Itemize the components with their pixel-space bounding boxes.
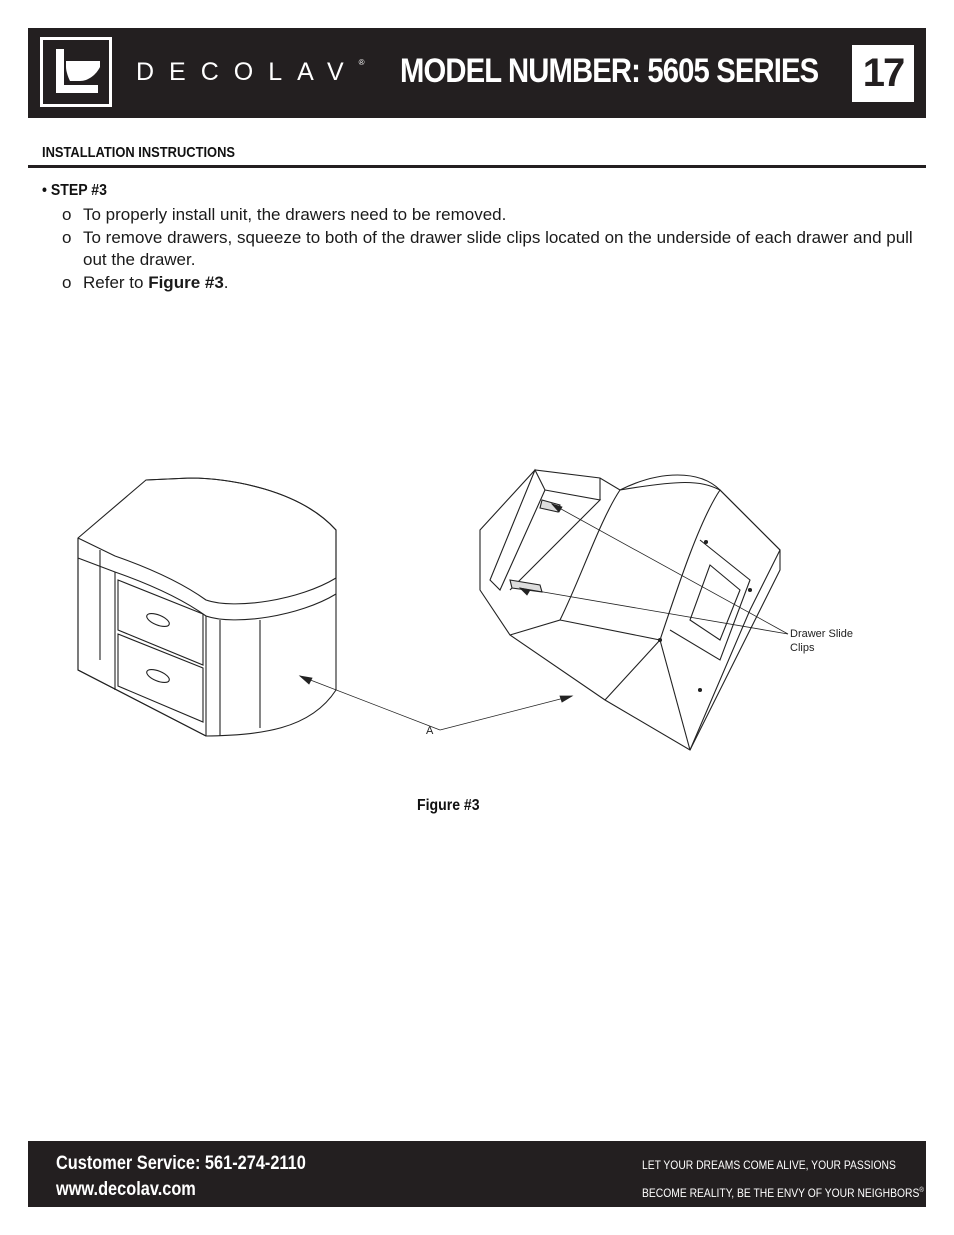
- section-title: INSTALLATION INSTRUCTIONS: [42, 144, 236, 161]
- model-title: MODEL NUMBER: 5605 SERIES: [400, 52, 819, 90]
- label-drawer-slide-clips: Drawer Slide Clips: [790, 628, 853, 654]
- page-number: 17: [852, 45, 914, 102]
- bullet-icon: o: [62, 227, 72, 247]
- bullet-icon: o: [62, 205, 72, 224]
- label-a: A: [426, 725, 434, 737]
- brand-name: DECOLAV®: [136, 58, 365, 86]
- instruction-text: To properly install unit, the drawers need to be removed.: [83, 205, 507, 224]
- cabinet-assembled-drawing: [78, 478, 336, 736]
- slogan: LET YOUR DREAMS COME ALIVE, YOUR PASSIONS BECOME REALITY, BE THE ENVY OF YOUR NEIGHBORS®: [642, 1158, 924, 1200]
- figure-caption: Figure #3: [417, 797, 480, 814]
- page-header: [28, 28, 926, 118]
- instruction-text: Refer to Figure #3.: [83, 272, 229, 292]
- instruction-item: [62, 227, 922, 272]
- divider: [28, 165, 926, 168]
- page-footer: [28, 1141, 926, 1207]
- customer-service-phone: Customer Service: 561-274-2110: [56, 1153, 306, 1174]
- bullet-icon: o: [62, 272, 72, 292]
- instruction-item: [62, 204, 922, 227]
- instruction-text: To remove drawers, squeeze to both of the drawer slide clips located on the underside of each drawer and pull out the drawer.: [83, 227, 913, 269]
- instruction-item: [62, 272, 922, 295]
- figure-3-illustration: [60, 460, 880, 760]
- step-title: • STEP #3: [42, 182, 107, 199]
- decolav-logo-icon: [40, 37, 112, 107]
- figure-reference: Figure #3: [148, 272, 224, 292]
- instruction-list: [62, 204, 922, 294]
- website-link[interactable]: www.decolav.com: [56, 1179, 196, 1200]
- customer-service-info: [56, 1151, 306, 1203]
